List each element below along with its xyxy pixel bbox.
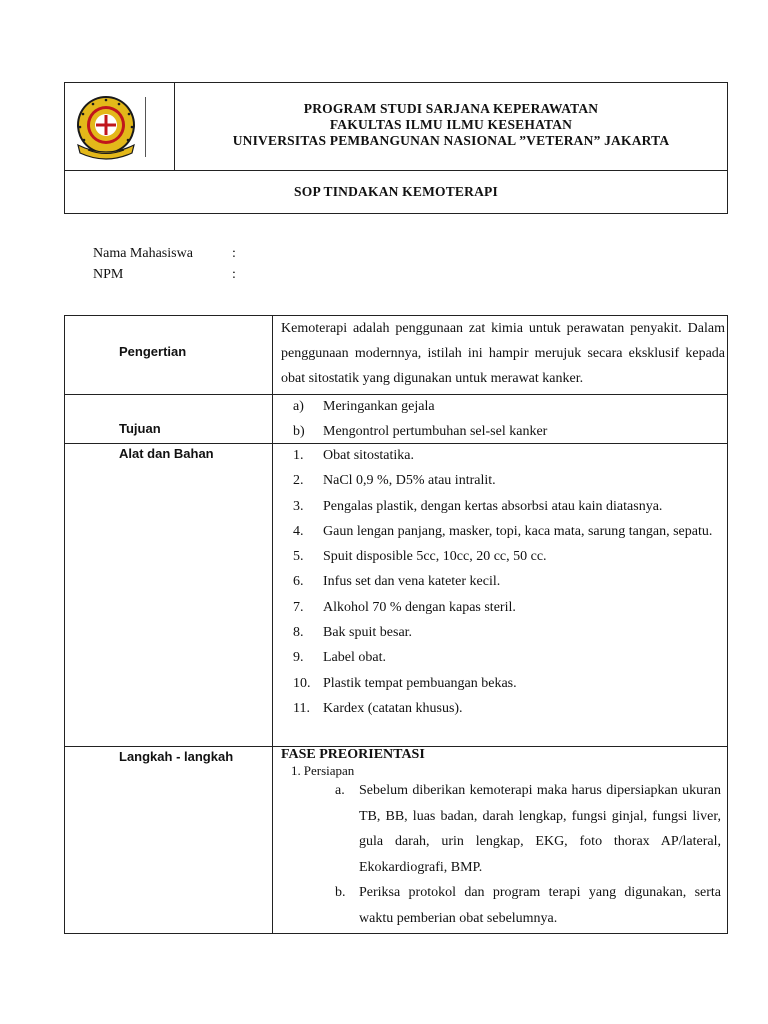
document-title: SOP TINDAKAN KEMOTERAPI	[294, 184, 498, 199]
langkah-content	[281, 747, 725, 931]
row-label-pengertian: Pengertian	[119, 344, 187, 359]
logo-divider-line	[145, 97, 146, 157]
list-item	[281, 419, 725, 444]
row-label-tujuan: Tujuan	[119, 421, 161, 436]
list-item-text: Infus set dan vena kateter kecil.	[323, 574, 501, 590]
step-marker: b.	[335, 885, 346, 900]
list-item-text: Plastik tempat pembuangan bekas.	[323, 675, 517, 691]
university-logo-icon	[68, 93, 144, 161]
institution-line-faculty: FAKULTAS ILMU ILMU KESEHATAN	[329, 117, 573, 132]
step-text: Periksa protokol dan program terapi yang digunakan, serta waktu pemberian obat sebelumnya.	[359, 885, 721, 926]
sub-heading-persiapan	[281, 763, 725, 778]
step-marker: a.	[335, 783, 345, 798]
list-item	[281, 468, 725, 493]
header-top-row	[65, 83, 727, 171]
list-item	[281, 494, 725, 519]
list-marker: 1.	[293, 448, 304, 463]
list-item	[281, 696, 725, 721]
student-npm-label: NPM	[93, 267, 124, 282]
student-name-field	[93, 245, 236, 263]
list-item	[281, 620, 725, 645]
logo-cell	[65, 83, 175, 170]
list-marker: 3.	[293, 498, 304, 514]
list-item-text: Obat sitostatika.	[323, 448, 414, 463]
row-label-alat-dan-bahan: Alat dan Bahan	[119, 446, 214, 461]
pengertian-text: Kemoterapi adalah penggunaan zat kimia untuk perawatan penyakit. Dalam penggunaan modernnya, istilah ini hampir merujuk secara eksklusif kepada obat sitostatik yang digunakan untuk merawat kanker.	[281, 321, 725, 386]
student-npm-field	[93, 266, 236, 284]
list-marker: 10.	[293, 675, 311, 691]
phase-heading: FASE PREORIENTASI	[281, 747, 425, 762]
list-item-text: Spuit disposible 5cc, 10cc, 20 cc, 50 cc.	[323, 549, 547, 565]
list-item-text: Kardex (catatan khusus).	[323, 700, 463, 716]
student-npm-separator: :	[232, 267, 236, 282]
list-marker: 5.	[293, 549, 304, 565]
list-item	[281, 443, 725, 468]
sub-heading-label: Persiapan	[303, 763, 355, 778]
list-item	[281, 595, 725, 620]
step-item	[281, 778, 725, 880]
list-item-text: Gaun lengan panjang, masker, topi, kaca mata, sarung tangan, sepatu.	[323, 523, 713, 539]
list-marker: 11.	[293, 700, 310, 716]
list-item	[281, 394, 725, 419]
list-item-text: Meringankan gejala	[323, 399, 435, 414]
list-marker: 6.	[293, 574, 304, 590]
list-marker: a)	[293, 399, 304, 414]
list-item-text: Label obat.	[323, 650, 386, 666]
tujuan-list	[281, 394, 725, 444]
list-marker: 4.	[293, 523, 304, 539]
list-marker: b)	[293, 424, 305, 439]
step-text: Sebelum diberikan kemoterapi maka harus dipersiapkan ukuran TB, BB, luas badan, darah lengkap, fungsi ginjal, fungsi liver, gula darah, urin lengkap, EKG, foto thorax AP/lateral, Ekokardiografi, BMP.	[359, 783, 721, 875]
list-item-text: Bak spuit besar.	[323, 625, 413, 641]
column-divider	[272, 394, 273, 443]
institution-line-program: PROGRAM STUDI SARJANA KEPERAWATAN	[303, 101, 599, 116]
list-item	[281, 645, 725, 670]
row-tujuan	[64, 394, 728, 444]
sub-heading-number: 1.	[291, 763, 301, 778]
step-item	[281, 880, 725, 931]
institution-name	[175, 101, 727, 149]
list-item-text: Alkohol 70 % dengan kapas steril.	[323, 599, 516, 615]
column-divider	[272, 316, 273, 394]
column-divider	[272, 746, 273, 933]
student-name-separator: :	[232, 246, 236, 261]
row-pengertian	[64, 315, 728, 395]
column-divider	[272, 443, 273, 746]
list-item-text: NaCl 0,9 %, D5% atau intralit.	[323, 473, 496, 489]
row-alat-dan-bahan	[64, 443, 728, 747]
list-item	[281, 569, 725, 594]
institution-line-university: UNIVERSITAS PEMBANGUNAN NASIONAL ”VETERAN” JAKARTA	[232, 133, 670, 148]
list-item-text: Pengalas plastik, dengan kertas absorbsi atau kain diatasnya.	[323, 498, 663, 514]
alat-bahan-list	[281, 443, 725, 721]
document-header	[64, 82, 728, 214]
row-label-langkah: Langkah - langkah	[119, 749, 234, 764]
list-item	[281, 671, 725, 696]
list-marker: 9.	[293, 650, 304, 666]
list-item	[281, 519, 725, 544]
list-marker: 2.	[293, 473, 304, 489]
list-marker: 8.	[293, 625, 304, 641]
list-item-text: Mengontrol pertumbuhan sel-sel kanker	[323, 424, 548, 439]
row-langkah-langkah	[64, 746, 728, 934]
list-item	[281, 544, 725, 569]
list-marker: 7.	[293, 599, 304, 615]
student-name-label: Nama Mahasiswa	[93, 246, 193, 261]
